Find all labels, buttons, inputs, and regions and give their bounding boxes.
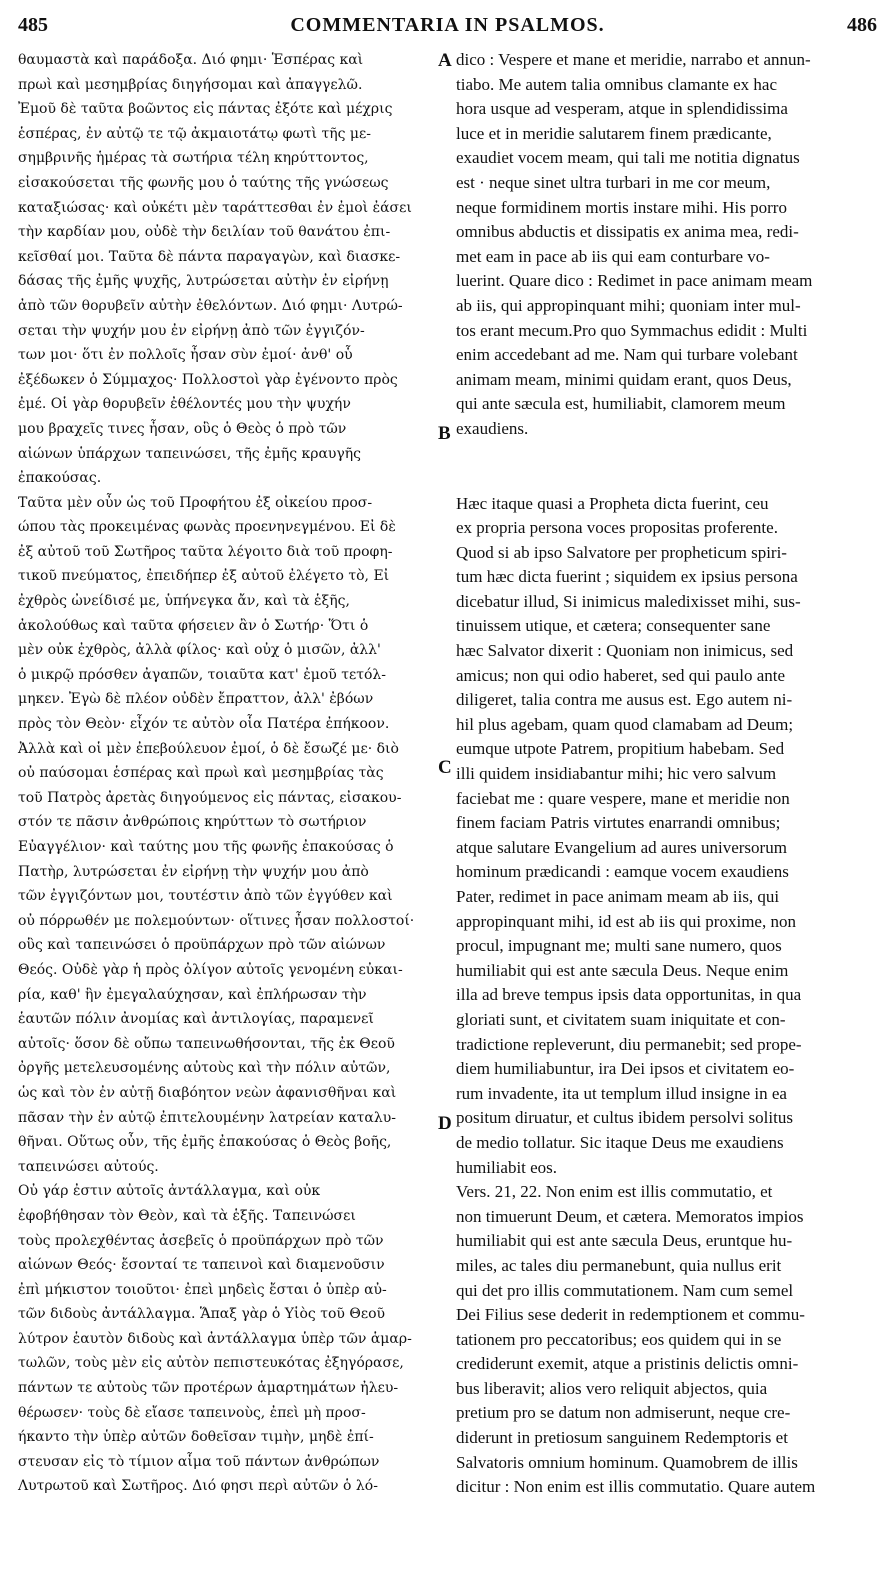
text-line: τὴν καρδίαν μου, οὐδὲ τὴν δειλίαν τοῦ θανάτου ἐπι- — [18, 224, 391, 241]
page-header — [18, 14, 877, 40]
text-line: animam meam, minimi quidam erant, quos Deus, — [456, 369, 792, 389]
text-line: Vers. 21, 22. Non enim est illis commutatio, et — [456, 1182, 773, 1202]
text-line: ρία, καθ' ἣν ἐμεγαλαύχησαν, καὶ ἐπλήρωσαν τὴν — [18, 986, 367, 1003]
text-line: pretium pro se datum non admiserunt, neque cre- — [456, 1403, 791, 1423]
text-line: humiliabit qui est ante sæcula Deus. Neque enim — [456, 960, 789, 980]
text-line: ἀκολούθως καὶ ταῦτα φήσειεν ἂν ὁ Σωτήρ· Ὅτι ὁ — [18, 617, 369, 634]
text-line: Ἀλλὰ καὶ οἱ μὲν ἐπεβούλευον ἐμοί, ὁ δὲ ἔσωζέ με· διὸ — [18, 740, 399, 757]
text-line: κεῖσθαί μοι. Ταῦτα δὲ πάντα παραγαγὼν, καὶ διασκε- — [18, 248, 401, 265]
text-line: hæc Salvator dixerit : Quoniam non inimicus, sed — [456, 641, 794, 661]
text-line: hominum prædicandi : eamque vocem exaudiens — [456, 862, 789, 882]
text-line: dicitur : Non enim est illis commutatio. Quare autem — [456, 1477, 816, 1497]
text-line: gloriati sunt, et civitatem suam iniquitate et con- — [456, 1009, 786, 1029]
text-line: Hæc itaque quasi a Propheta dicta fuerint, ceu — [456, 493, 769, 513]
text-line: τωλῶν, τοὺς μὲν εἰς αὐτὸν πεπιστευκότας ἐξηγόρασε, — [18, 1355, 404, 1372]
text-line: ὀργῆς μετελευσομένης αὐτοὺς καὶ τὴν πόλιν αὐτῶν, — [18, 1060, 391, 1077]
text-line: ήκαντο τὴν ὑπὲρ αὐτῶν δοθεῖσαν τιμὴν, μηδὲ ἐπί- — [18, 1429, 374, 1446]
text-line: luce et in meridie salutarem finem prædicante, — [456, 123, 772, 143]
paragraph-gap — [456, 442, 878, 492]
text-line: humiliabit eos. — [456, 1157, 558, 1177]
text-line: Πατὴρ, λυτρώσεται ἐν εἰρήνῃ τὴν ψυχήν μου ἀπὸ — [18, 863, 369, 880]
text-line: qui det pro illis commutationem. Nam cum semel — [456, 1280, 794, 1300]
text-line: omnibus abductis et dissipatis ex anima mea, redi- — [456, 222, 799, 242]
text-line: Salvatoris omnium hominum. Quamobrem de illis — [456, 1452, 798, 1472]
text-line: ab iis, qui appropinquant mihi; quoniam inter mul- — [456, 295, 801, 315]
text-line: ἐχθρὸς ὠνείδισέ με, ὑπήνεγκα ἄν, καὶ τὰ ἑξῆς, — [18, 593, 350, 610]
text-line: τοῦ Πατρὸς ἀρετὰς διηγούμενος εἰς πάντας, εἰσακου- — [18, 789, 402, 806]
text-line: τῶν διδοὺς ἀντάλλαγμα. Ἅπαξ γὰρ ὁ Υἱὸς τοῦ Θεοῦ — [18, 1306, 386, 1323]
text-line: non timuerunt Deum, et cætera. Memoratos impios — [456, 1206, 804, 1226]
text-line: ἑαυτῶν πόλιν ἀνομίας καὶ ἀντιλογίας, παραμενεῖ — [18, 1011, 374, 1028]
text-line: diderunt in pretiosum sanguinem Redemptoris et — [456, 1428, 788, 1448]
text-line: dicebatur illud, Si inimicus maledixisset mihi, sus- — [456, 591, 801, 611]
page-number-right: 486 — [847, 14, 877, 36]
text-line: tos erant mecum.Pro quo Symmachus edidit : Multi — [456, 320, 808, 340]
text-line: de medio tollatur. Sic itaque Deus me exaudiens — [456, 1132, 784, 1152]
text-line: tinuissem utique, et cætera; consequenter sane — [456, 616, 771, 636]
text-line: στόν τε πᾶσιν ἀνθρώποις κηρύττων τὸ σωτήριον — [18, 814, 367, 831]
text-line: Εὐαγγέλιον· καὶ ταύτης μου τῆς φωνῆς ἐπακούσας ὁ — [18, 839, 394, 855]
section-marker-d: D — [438, 1113, 452, 1134]
text-line: est · neque sinet ultra turbari in me cor meum, — [456, 172, 771, 192]
text-line: rum invadente, ita ut templum illud insigne in ea — [456, 1083, 787, 1103]
text-line: ex propria persona voces propositas proferente. — [456, 518, 778, 538]
text-line: diligeret, talia contra me ausus est. Ego autem ni- — [456, 690, 793, 710]
text-line: δάσας τῆς ἐμῆς ψυχῆς, λυτρώσεται αὐτὴν ἐν εἰρήνῃ — [18, 273, 389, 290]
text-line: diem humiliabuntur, ira Dei ipsos et civitatem eo- — [456, 1059, 795, 1079]
text-line: Dei Filius sese dederit in redemptionem et commu- — [456, 1305, 805, 1325]
text-line: bus liberavit; alios vero reliquit abjectos, quia — [456, 1378, 768, 1398]
text-line: Λυτρωτοῦ καὶ Σωτῆρος. Διό φησι περὶ αὐτῶν ὁ λό- — [18, 1478, 378, 1495]
text-line: οὐ παύσομαι ἑσπέρας καὶ πρωὶ καὶ μεσημβρίας τὰς — [18, 765, 384, 782]
text-line: Ταῦτα μὲν οὖν ὡς τοῦ Προφήτου ἐξ οἰκείου προσ- — [18, 494, 373, 511]
text-line: ὡς καὶ τὸν ἐν αὐτῇ διαβόητον νεὼν ἀφανισθῆναι καὶ — [18, 1084, 397, 1101]
running-title: COMMENTARIA IN PSALMOS. — [290, 14, 605, 36]
text-line: ἐξ αὐτοῦ τοῦ Σωτῆρος ταῦτα λέγοιτο διὰ τοῦ προφη- — [18, 543, 393, 560]
text-line: οὓς καὶ ταπεινώσει ὁ προϋπάρχων πρὸ τῶν αἰώνων — [18, 937, 386, 954]
greek-column — [18, 48, 436, 1499]
text-line: θαυμαστὰ καὶ παράδοξα. Διό φημι· Ἑσπέρας καὶ — [18, 52, 364, 68]
text-line: πάντων τε αὐτοὺς τῶν προτέρων ἁμαρτημάτων ἠλευ- — [18, 1380, 399, 1397]
text-line: hora usque ad vesperam, atque in splendidissima — [456, 99, 788, 119]
text-line: humiliabit qui est ante sæcula Deus, eruntque hu- — [456, 1231, 793, 1251]
text-line: enim accedebant ad me. Nam qui turbare volebant — [456, 345, 798, 365]
text-line: faciebat me : quare vespere, mane et meridie non — [456, 788, 790, 808]
text-line: Οὐ γάρ ἐστιν αὐτοῖς ἀντάλλαγμα, καὶ οὐκ — [18, 1183, 321, 1200]
text-line: miles, ac tales diu permanebunt, quia nullus erit — [456, 1255, 782, 1275]
text-line: amicus; non qui odio haberet, sed qui paulo ante — [456, 665, 786, 685]
text-line: ὁ μικρῷ πρόσθεν ἀγαπῶν, τοιαῦτα κατ' ἐμοῦ τετόλ- — [18, 666, 386, 683]
text-line: appropinquant mihi, id est ab iis qui proxime, non — [456, 911, 796, 931]
text-line: dico : Vespere et mane et meridie, narrabo et annun- — [456, 50, 811, 69]
text-line: Pater, redimet in pace animam meam ab iis, qui — [456, 887, 780, 906]
text-line: ταπεινώσει αὐτούς. — [18, 1158, 159, 1175]
text-line: μου βραχεῖς τινες ἦσαν, οὓς ὁ Θεὸς ὁ πρὸ τῶν — [18, 420, 347, 437]
text-line: πρὸς τὸν Θεὸν· εἶχόν τε αὐτὸν οἷα Πατέρα ἐπήκοον. — [18, 716, 390, 733]
text-line: crediderunt exemit, atque a pristinis delictis omni- — [456, 1354, 799, 1374]
text-line: Ἐμοῦ δὲ ταῦτα βοῶντος εἰς πάντας ἐξότε καὶ μέχρις — [18, 101, 393, 118]
text-line: μηκεν. Ἐγὼ δὲ πλέον οὐδὲν ἔπραττον, ἀλλ' ἐβόων — [18, 691, 374, 708]
text-line: μὲν οὐκ ἐχθρὸς, ἀλλὰ φίλος· καὶ οὐχ ὁ μισῶν, ἀλλ' — [18, 642, 381, 659]
text-line: procul, impugnant me; multi sane numero, quos — [456, 936, 782, 956]
text-line: tationem pro peccatoribus; eos quidem qui in se — [456, 1329, 782, 1349]
text-line: Quod si ab ipso Salvatore per propheticum spiri- — [456, 542, 787, 562]
text-line: πρωὶ καὶ μεσημβρίας διηγήσομαι καὶ ἀπαγγελῶ. — [18, 76, 363, 93]
text-line: illi quidem insidiabantur mihi; hic vero salvum — [456, 764, 777, 784]
text-line: finem faciam Patris virtutes enarrandi omnibus; — [456, 813, 781, 833]
text-line: hil plus agebam, quam quod clamabam ad Deum; — [456, 714, 794, 734]
text-line: ἐπὶ μήκιστον τοιοῦτοι· ἐπεὶ μηδεὶς ἔσται ὁ ὑπὲρ αὐ- — [18, 1281, 387, 1298]
text-line: atque salutare Evangelium ad aures universorum — [456, 837, 787, 857]
text-line: οὐ πόρρωθέν με πολεμούντων· οἵτινες ἦσαν πολλοστοί· — [18, 912, 415, 929]
text-line: ώπου τὰς προκειμένας φωνὰς προενηνεγμένου. Εἰ δὲ — [18, 519, 396, 536]
text-line: ἀπὸ τῶν θορυβεῖν αὐτὴν ἐθελόντων. Διό φημι· Λυτρώ- — [18, 297, 403, 314]
text-line: met eam in pace ab iis qui eam conturbare vo- — [456, 246, 770, 266]
text-line: εἰσακούσεται τῆς φωνῆς μου ὁ ταύτης τῆς γνώσεως — [18, 174, 389, 191]
text-line: καταξιώσας· καὶ οὐκέτι μὲν ταράττεσθαι ἐν ἐμοὶ ἐάσει — [18, 199, 412, 216]
text-line: θῆναι. Οὕτως οὖν, τῆς ἐμῆς ἐπακούσας ὁ Θεὸς βοῆς, — [18, 1134, 392, 1151]
text-line: ἐξέδωκεν ὁ Σύμμαχος· Πολλοστοὶ γὰρ ἐγένοντο πρὸς — [18, 371, 398, 388]
text-line: αἰώνων Θεός· ἔσονταί τε ταπεινοὶ καὶ διαμενοῦσιν — [18, 1257, 385, 1274]
text-line: neque formidinem mortis instare mihi. His porro — [456, 197, 787, 217]
text-line: exaudiens. — [456, 418, 529, 438]
text-line: eumque utpote Patrem, propitium habebam. Sed — [456, 739, 785, 759]
section-marker-b: B — [438, 423, 451, 444]
text-line: tiabo. Me autem talia omnibus clamante ex hac — [456, 74, 777, 94]
text-line: σεται τὴν ψυχήν μου ἐν εἰρήνῃ ἀπὸ τῶν ἐγγιζόν- — [18, 322, 365, 339]
section-marker-a: A — [438, 50, 452, 71]
text-line: σημβρινῆς ἡμέρας τὰ σωτήρια τέλη κηρύττοντος, — [18, 150, 369, 167]
text-line: αἰώνων ὑπάρχων ταπεινώσει, τῆς ἐμῆς κραυγῆς — [18, 445, 362, 462]
text-line: positum diruatur, et cultus ibidem persolvi solitus — [456, 1108, 793, 1128]
text-line: ἐπακούσας. — [18, 470, 102, 487]
text-line: θέρωσεν· τοὺς δὲ εἴασε ταπεινοὺς, ἐπεὶ μὴ προσ- — [18, 1404, 366, 1421]
text-line: illa ad breve tempus ipsis data opportunitas, in qua — [456, 985, 802, 1005]
text-line: λύτρον ἑαυτὸν διδοὺς καὶ ἀντάλλαγμα ὑπὲρ τῶν ἁμαρ- — [18, 1330, 412, 1347]
text-line: τοὺς προλεχθέντας ἀσεβεῖς ὁ προϋπάρχων πρὸ τῶν — [18, 1232, 384, 1249]
page-number-left: 485 — [18, 14, 48, 36]
text-line: ἐμέ. Οἱ γὰρ θορυβεῖν ἐθέλοντές μου τὴν ψυχήν — [18, 396, 351, 413]
text-line: exaudiet vocem meam, qui tali me notitia dignatus — [456, 148, 800, 168]
text-line: Θεός. Οὐδὲ γὰρ ἡ πρὸς ὀλίγον αὐτοῖς γενομένη εὐκαι- — [18, 961, 403, 978]
section-marker-c: C — [438, 757, 452, 778]
text-line: τικοῦ πνεύματος, ἐπειδήπερ ἐξ αὐτοῦ ἐλέγετο τὸ, Εἰ — [18, 568, 390, 585]
text-line: των μοι· ὅτι ἐν πολλοῖς ἦσαν σὺν ἐμοί· ἀνθ' οὗ — [18, 347, 353, 364]
text-line: αὐτοῖς· ὅσον δὲ οὔπω ταπεινωθήσονται, τῆς ἐκ Θεοῦ — [18, 1035, 395, 1052]
text-line: ἑσπέρας, ἐν αὐτῷ τε τῷ ἀκμαιοτάτῳ φωτὶ τῆς με- — [18, 125, 371, 142]
text-line: πᾶσαν τὴν ἐν αὐτῷ ἐπιτελουμένην λατρείαν καταλυ- — [18, 1109, 396, 1126]
text-line: tum hæc dicta fuerint ; siquidem ex ipsius persona — [456, 567, 798, 587]
text-line: luerint. Quare dico : Redimet in pace animam meam — [456, 271, 813, 291]
text-line: τῶν ἐγγιζόντων μοι, τουτέστιν ἀπὸ τῶν ἐγγύθεν καὶ — [18, 888, 393, 905]
text-line: ἐφοβήθησαν τὸν Θεὸν, καὶ τὰ ἑξῆς. Ταπεινώσει — [18, 1207, 356, 1224]
text-line: qui ante sæcula est, humiliabit, clamorem meum — [456, 394, 786, 414]
text-line: tradictione repleverunt, diu permanebit; sed prope- — [456, 1034, 802, 1054]
text-line: στευσαν εἰς τὸ τίμιον αἷμα τοῦ πάντων ἀνθρώπων — [18, 1453, 380, 1470]
latin-column — [456, 48, 878, 1500]
